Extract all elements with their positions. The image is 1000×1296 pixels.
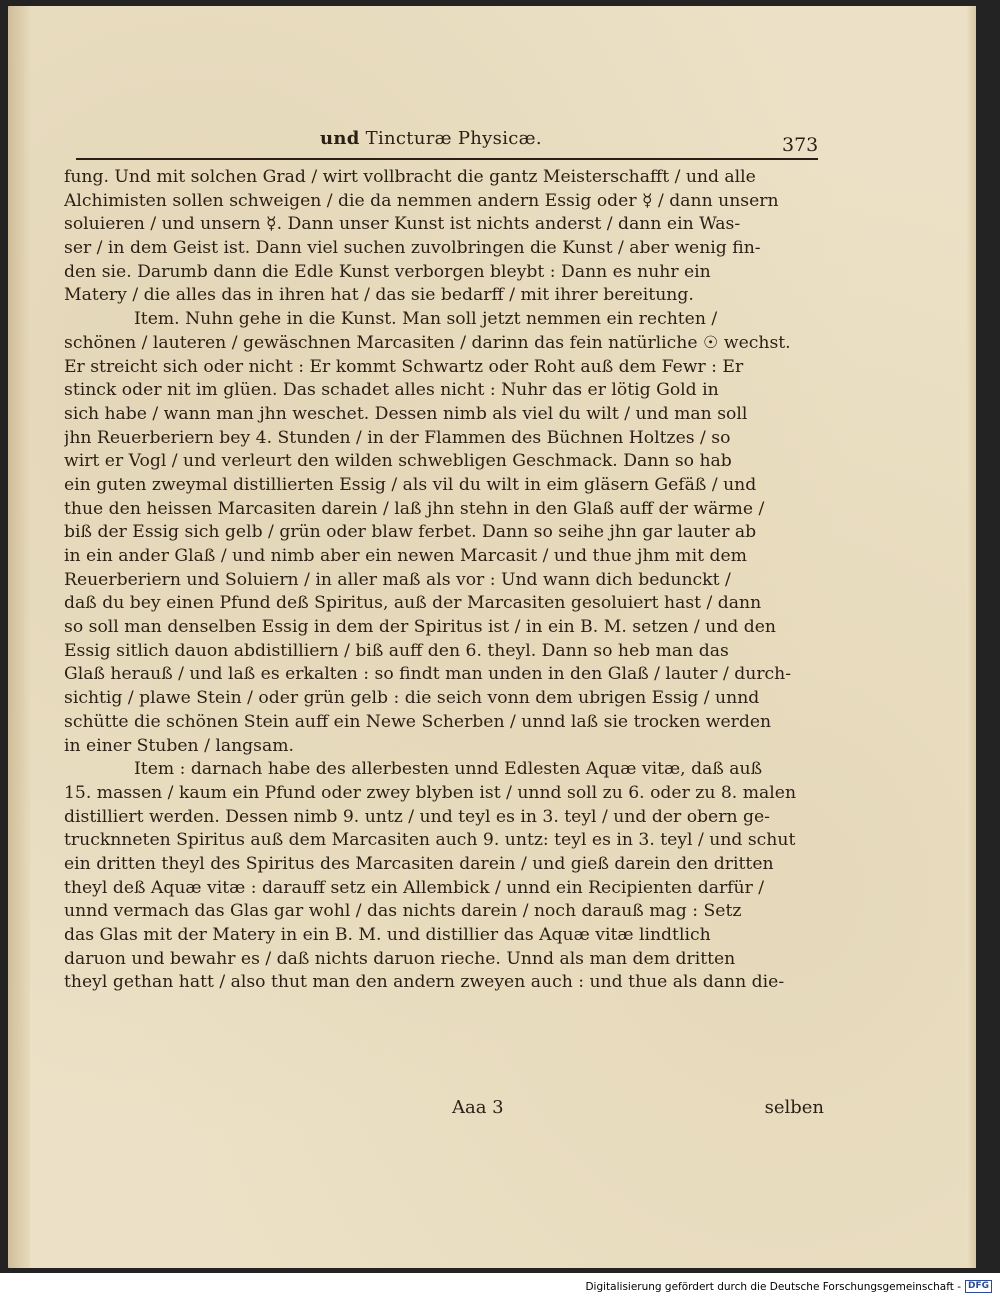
running-head <box>320 128 542 149</box>
text-line: Reuerberiern und Soluiern / in aller maß als vor : Und wann dich bedunckt / <box>64 569 731 590</box>
text-line: das Glas mit der Matery in ein B. M. und distillier das Aquæ vitæ lindtlich <box>64 925 711 945</box>
dfg-logo: DFG <box>965 1280 992 1293</box>
text-line: thue den heissen Marcasiten darein / laß jhn stehn in den Glaß auff der wärme / <box>64 498 765 519</box>
text-line: 15. massen / kaum ein Pfund oder zwey blyben ist / unnd soll zu 6. oder zu 8. malen <box>64 782 797 803</box>
page-edge <box>966 6 976 1268</box>
text-line: Essig sitlich dauon abdistilliern / biß auff den 6. theyl. Dann so heb man das <box>64 640 729 661</box>
credit-text: Digitalisierung gefördert durch die Deutsche Forschungsgemeinschaft - <box>585 1280 961 1293</box>
signature-mark: Aaa 3 <box>452 1097 504 1118</box>
header-rule <box>76 158 818 160</box>
text-line: theyl gethan hatt / also thut man den andern zweyen auch : und thue als dann die- <box>64 972 785 993</box>
text-line: theyl deß Aquæ vitæ : darauff setz ein Allembick / unnd ein Recipienten darfür / <box>64 877 765 898</box>
text-line: sich habe / wann man jhn weschet. Dessen nimb als viel du wilt / und man soll <box>64 403 748 424</box>
text-line: Item. Nuhn gehe in die Kunst. Man soll jetzt nemmen ein rechten / <box>134 309 718 330</box>
page-gutter <box>8 6 30 1268</box>
text-line: den sie. Darumb dann die Edle Kunst verborgen bleybt : Dann es nuhr ein <box>64 261 711 282</box>
body-text <box>64 166 824 995</box>
text-line: schütte die schönen Stein auff ein Newe Scherben / unnd laß sie trocken werden <box>64 711 772 732</box>
digitization-credit <box>585 1280 992 1293</box>
text-line: ser / in dem Geist ist. Dann viel suchen zuvolbringen die Kunst / aber wenig fin- <box>64 238 761 259</box>
text-line: in ein ander Glaß / und nimb aber ein newen Marcasit / und thue jhm mit dem <box>64 546 747 566</box>
page-number: 373 <box>782 134 819 156</box>
text-line: wirt er Vogl / und verleurt den wilden schwebligen Geschmack. Dann so hab <box>64 451 732 472</box>
running-head-title: Tincturæ Physicæ. <box>365 128 542 149</box>
text-line: schönen / lauteren / gewäschnen Marcasiten / darinn das fein natürliche ☉ wechst. <box>64 332 791 353</box>
text-line: daruon und bewahr es / daß nichts daruon rieche. Unnd als man dem dritten <box>64 948 736 969</box>
text-line: unnd vermach das Glas gar wohl / das nichts darein / noch darauß mag : Setz <box>64 901 742 922</box>
text-line: sichtig / plawe Stein / oder grün gelb : die seich vonn dem ubrigen Essig / unnd <box>64 688 760 709</box>
text-line: in einer Stuben / langsam. <box>64 735 294 756</box>
text-line: ein guten zweymal distillierten Essig / als vil du wilt in eim gläsern Gefäß / und <box>64 474 757 495</box>
text-line: jhn Reuerberiern bey 4. Stunden / in der Flammen des Büchnen Holtzes / so <box>64 427 731 448</box>
text-line: stinck oder nit im glüen. Das schadet alles nicht : Nuhr das er lötig Gold in <box>64 380 719 401</box>
text-line: Glaß herauß / und laß es erkalten : so findt man unden in den Glaß / lauter / durch- <box>64 664 792 685</box>
text-line: Item : darnach habe des allerbesten unnd Edlesten Aquæ vitæ, daß auß <box>134 759 763 780</box>
text-line: ein dritten theyl des Spiritus des Marcasiten darein / und gieß darein den dritten <box>64 853 774 874</box>
running-head-lead: und <box>320 128 360 149</box>
text-line: Matery / die alles das in ihren hat / das sie bedarff / mit ihrer bereitung. <box>64 285 694 306</box>
page-footer <box>64 1097 824 1125</box>
text-line: distilliert werden. Dessen nimb 9. untz / und teyl es in 3. teyl / und der obern ge- <box>64 806 770 827</box>
text-line: Alchimisten sollen schweigen / die da nemmen andern Essig oder ☿ / dann unsern <box>64 190 779 211</box>
catchword: selben <box>764 1097 824 1118</box>
text-line: soluieren / und unsern ☿. Dann unser Kunst ist nichts anderst / dann ein Was- <box>64 214 741 235</box>
text-line: so soll man denselben Essig in dem der Spiritus ist / in ein B. M. setzen / und den <box>64 617 777 638</box>
text-line: biß der Essig sich gelb / grün oder blaw ferbet. Dann so seihe jhn gar lauter ab <box>64 522 757 543</box>
text-line: Er streicht sich oder nicht : Er kommt Schwartz oder Roht auß dem Fewr : Er <box>64 356 744 377</box>
text-line: fung. Und mit solchen Grad / wirt vollbracht die gantz Meisterschafft / und alle <box>64 167 756 187</box>
text-line: daß du bey einen Pfund deß Spiritus, auß der Marcasiten gesoluiert hast / dann <box>64 593 762 614</box>
text-line: trucknneten Spiritus auß dem Marcasiten auch 9. untz: teyl es in 3. teyl / und schut <box>64 830 796 851</box>
